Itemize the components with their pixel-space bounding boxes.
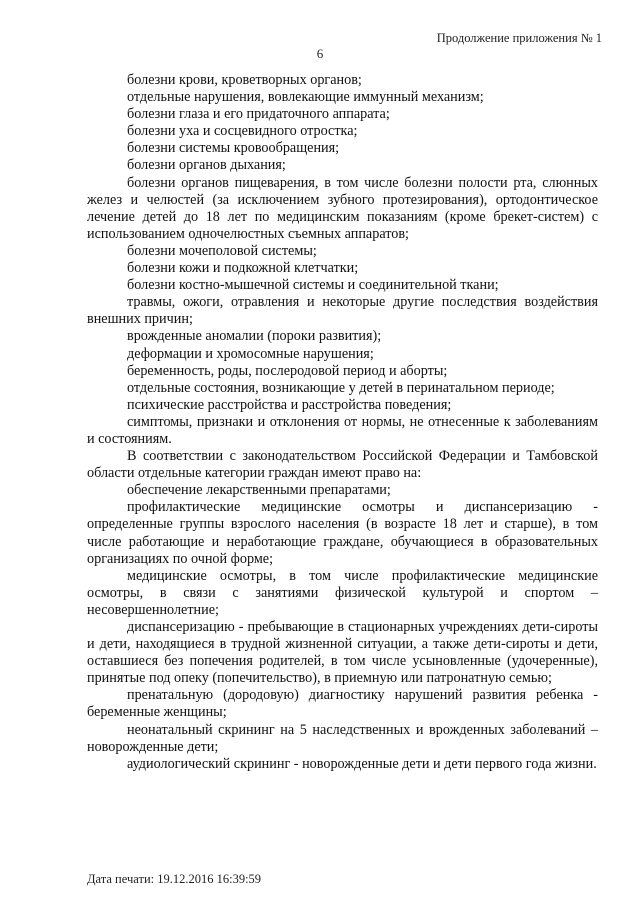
list-item: профилактические медицинские осмотры и диспансеризацию - определенные группы взрослого населения (в возрасте 18 лет и старше), в том числе работающие и неработающие граждане, обучающиеся в образовательных организациях по очной форме; xyxy=(87,499,598,567)
list-item: беременность, роды, послеродовой период и аборты; xyxy=(127,362,448,379)
list-item: аудиологический скрининг - новорожденные дети и дети первого года жизни. xyxy=(127,755,597,772)
list-item: болезни системы кровообращения; xyxy=(127,140,340,157)
list-item: пренатальную (дородовую) диагностику нарушений развития ребенка - беременные женщины; xyxy=(87,687,598,721)
list-item: болезни крови, кроветворных органов; xyxy=(127,72,362,88)
list-item: деформации и хромосомные нарушения; xyxy=(127,345,374,362)
list-item: болезни органов пищеварения, в том числе болезни полости рта, слюнных желез и челюстей (за исключением зубного протезирования), ортодонтическое лечение детей до 18 лет по медицинским показаниям (кроме брекет-систем) с использованием одночелюстных съемных аппаратов; xyxy=(87,174,598,242)
list-item: болезни кожи и подкожной клетчатки; xyxy=(127,260,359,277)
list-item: болезни уха и сосцевидного отростка; xyxy=(127,123,358,140)
list-item: врожденные аномалии (пороки развития); xyxy=(127,328,382,345)
list-item: болезни органов дыхания; xyxy=(127,157,286,174)
appendix-continuation-note: Продолжение приложения № 1 xyxy=(436,31,602,45)
list-item: психические расстройства и расстройства поведения; xyxy=(127,396,452,413)
list-item: неонатальный скрининг на 5 наследственных и врожденных заболеваний – новорожденные дети; xyxy=(87,721,598,755)
section-intro-paragraph: В соответствии с законодательством Российской Федерации и Тамбовской области отдельные категории граждан имеют право на: xyxy=(87,448,598,482)
list-item: болезни мочеполовой системы; xyxy=(127,242,317,259)
list-item: отдельные состояния, возникающие у детей в перинатальном периоде; xyxy=(127,379,555,396)
list-item: медицинские осмотры, в том числе профилактические медицинские осмотры, в связи с занятиями физической культурой и спортом – несовершеннолетние; xyxy=(87,567,598,618)
list-item: болезни глаза и его придаточного аппарата; xyxy=(127,106,390,123)
document-body xyxy=(87,72,598,773)
print-date-footer: Дата печати: 19.12.2016 16:39:59 xyxy=(87,872,262,886)
page-number: 6 xyxy=(316,46,324,61)
list-item: диспансеризацию - пребывающие в стационарных учреждениях дети-сироты и дети, находящиеся в трудной жизненной ситуации, а также дети-сироты и дети, оставшиеся без попечения родителей, в том числе усыновленные (удочеренные), принятые под опеку (попечительство), в приемную или патронатную семью; xyxy=(87,619,598,687)
list-item: травмы, ожоги, отравления и некоторые другие последствия воздействия внешних причин; xyxy=(87,294,598,328)
list-item: болезни костно-мышечной системы и соединительной ткани; xyxy=(127,277,499,294)
list-item: симптомы, признаки и отклонения от нормы, не отнесенные к заболеваниям и состояниям. xyxy=(87,413,598,447)
list-item: отдельные нарушения, вовлекающие иммунный механизм; xyxy=(127,89,484,106)
list-item: обеспечение лекарственными препаратами; xyxy=(127,482,391,499)
